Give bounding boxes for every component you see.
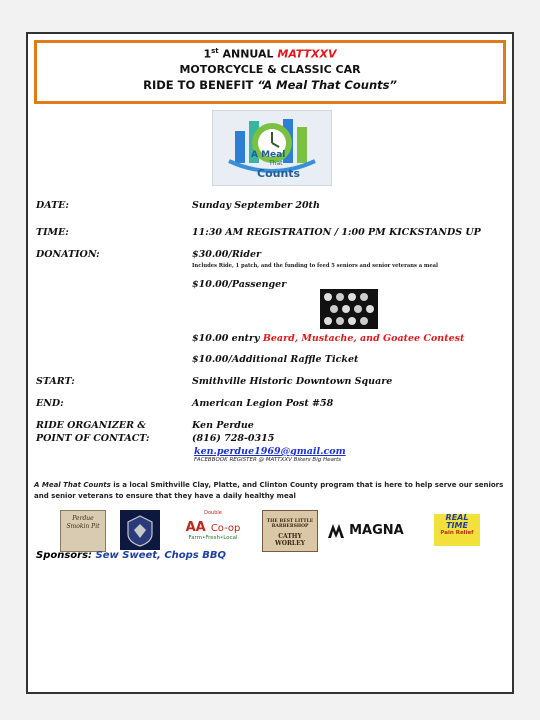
organizer-name: Ken Perdue [192, 420, 254, 431]
facebook-register: FACEBBOOK REGISTER @ MATTXXV Bikers Big Hearts [194, 457, 342, 463]
veterans-badge-logo [120, 510, 160, 550]
title-mattxxv: MATTXXV [277, 47, 337, 61]
aa-big: AA [185, 520, 206, 535]
title-line-3 [37, 78, 503, 92]
flyer-page [26, 32, 514, 694]
program-text: is a local Smithville Clay, Platte, and Clinton County program that is here to help serve our seniors and senior veterans to ensure that they have a daily healthy meal [34, 481, 504, 500]
aa-tag: Farm•Fresh•Local [188, 535, 238, 541]
organizer-phone: (816) 728-0315 [192, 433, 275, 444]
start-label: START: [36, 376, 75, 387]
perdue-logo [60, 510, 106, 552]
organizer-email-link[interactable]: ken.perdue1969@gmail.com [194, 446, 346, 457]
realtime-line-1: REAL [445, 513, 469, 522]
contest-price: $10.00 entry [192, 333, 260, 344]
start-value: Smithville Historic Downtown Square [192, 376, 393, 387]
title-ordinal-suffix: st [211, 47, 219, 55]
title-annual: ANNUAL [222, 47, 274, 61]
realtime-line-3: Pain Relief [440, 530, 474, 536]
perdue-logo-text: Perdue Smokin Pit [66, 515, 100, 530]
program-description [34, 480, 510, 501]
rally-patch-image [320, 289, 378, 329]
title-benefit: RIDE TO BENEFIT [143, 77, 254, 92]
program-name: A Meal That Counts [34, 481, 111, 489]
end-label: END: [36, 398, 64, 409]
rider-price: $30.00/Rider [192, 249, 262, 260]
donation-label: DONATION: [36, 249, 100, 260]
contest-line [192, 333, 464, 344]
date-label: DATE: [36, 200, 69, 211]
organizer-label-1: RIDE ORGANIZER & [36, 420, 146, 431]
rider-note: Includes Ride, 1 patch, and the funding to feed 5 seniors and senior veterans a meal [192, 263, 438, 269]
worley-line-2: CATHY WORLEY [274, 533, 306, 547]
time-value: 11:30 AM REGISTRATION / 1:00 PM KICKSTANDS UP [192, 227, 481, 238]
real-time-pain-relief-logo [434, 514, 480, 546]
title-ordinal: 1 [203, 47, 212, 61]
organizer-label-2: POINT OF CONTACT: [36, 433, 150, 444]
sponsors-names: Sew Sweet, Chops BBQ [95, 550, 226, 561]
sponsors-label: Sponsors: [36, 550, 93, 561]
logo-text-mid: That [269, 160, 283, 167]
sponsors-line [36, 550, 226, 561]
meal-that-counts-logo [212, 110, 332, 186]
logo-text-top: A Meal [251, 150, 286, 160]
double-aa-coop-logo [180, 510, 246, 550]
logo-text-bottom: Counts [257, 167, 301, 180]
passenger-price: $10.00/Passenger [192, 279, 287, 290]
time-label: TIME: [36, 227, 69, 238]
worley-barbershop-logo [262, 510, 318, 552]
event-title-box [34, 40, 506, 104]
raffle-price: $10.00/Additional Raffle Ticket [192, 354, 359, 365]
magna-text: MAGNA [349, 523, 404, 538]
aa-coop: Co-op [210, 523, 241, 534]
title-line-1 [37, 47, 503, 61]
title-line-2: MOTORCYCLE & CLASSIC CAR [179, 62, 361, 76]
aa-small: Double [204, 510, 222, 516]
title-meal-name: “A Meal That Counts” [257, 77, 397, 92]
date-value: Sunday September 20th [192, 200, 320, 211]
magna-logo [328, 520, 416, 544]
worley-line-1: THE BEST LITTLE BARBERSHOP [266, 519, 314, 529]
contest-name: Beard, Mustache, and Goatee Contest [262, 333, 465, 344]
realtime-line-2: TIME [446, 521, 468, 530]
end-value: American Legion Post #58 [192, 398, 334, 409]
